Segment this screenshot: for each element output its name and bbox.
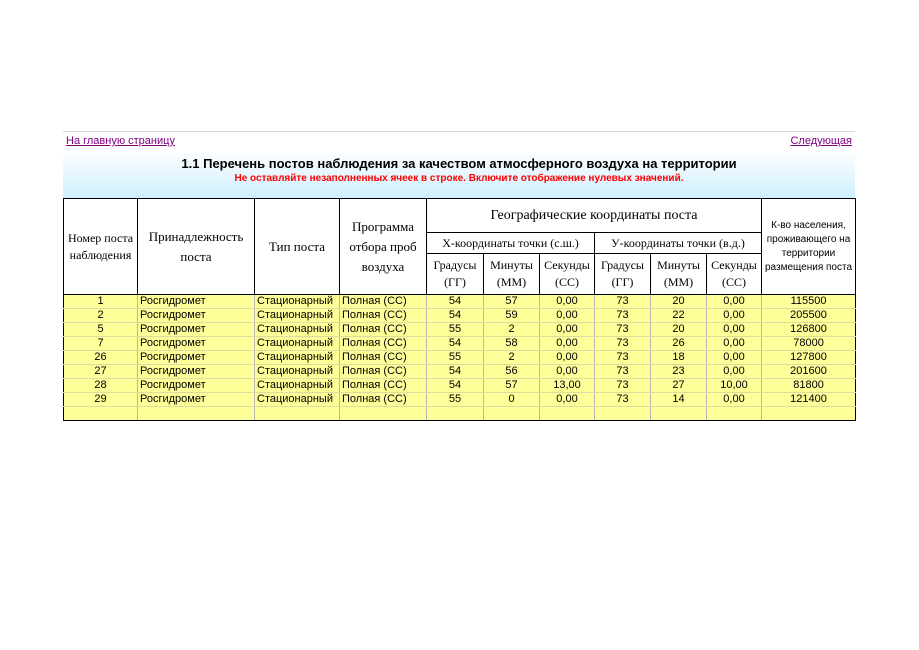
table-row <box>64 337 856 351</box>
affiliation-cell[interactable]: Росгидромет <box>138 309 255 323</box>
affiliation-cell[interactable]: Росгидромет <box>138 379 255 393</box>
table-row <box>64 351 856 365</box>
affiliation-cell[interactable]: Росгидромет <box>138 393 255 407</box>
next-page-link[interactable]: Следующая <box>790 135 852 147</box>
y-seconds-cell[interactable]: 0,00 <box>707 393 762 407</box>
affiliation-cell[interactable]: Росгидромет <box>138 351 255 365</box>
x-degrees-cell[interactable]: 54 <box>427 295 484 309</box>
y-seconds-cell[interactable]: 10,00 <box>707 379 762 393</box>
post-type-cell[interactable]: Стационарный <box>255 309 340 323</box>
table-row <box>64 323 856 337</box>
program-cell[interactable]: Полная (СС) <box>340 393 427 407</box>
post-number-cell[interactable]: 2 <box>64 309 138 323</box>
col-header-program: Программа отбора проб воздуха <box>340 199 427 295</box>
x-seconds-cell[interactable]: 0,00 <box>540 295 595 309</box>
table-body <box>64 295 856 421</box>
population-cell[interactable]: 127800 <box>762 351 856 365</box>
y-minutes-cell[interactable]: 20 <box>651 323 707 337</box>
y-degrees-cell[interactable]: 73 <box>595 351 651 365</box>
population-cell[interactable]: 81800 <box>762 379 856 393</box>
table-row <box>64 295 856 309</box>
x-seconds-cell[interactable]: 0,00 <box>540 365 595 379</box>
y-degrees-cell[interactable]: 73 <box>595 295 651 309</box>
affiliation-cell[interactable] <box>138 407 255 421</box>
y-minutes-cell[interactable]: 20 <box>651 295 707 309</box>
y-minutes-cell[interactable]: 23 <box>651 365 707 379</box>
x-minutes-cell[interactable]: 59 <box>484 309 540 323</box>
x-minutes-cell[interactable]: 56 <box>484 365 540 379</box>
x-seconds-cell[interactable] <box>540 407 595 421</box>
program-cell[interactable]: Полная (СС) <box>340 365 427 379</box>
col-header-affiliation: Принадлежность поста <box>138 199 255 295</box>
col-header-population: К-во населения, проживающего на территории размещения поста <box>762 199 856 295</box>
population-cell[interactable]: 115500 <box>762 295 856 309</box>
x-degrees-cell[interactable]: 55 <box>427 323 484 337</box>
post-number-cell[interactable]: 7 <box>64 337 138 351</box>
posts-table <box>63 198 856 421</box>
program-cell[interactable]: Полная (СС) <box>340 379 427 393</box>
post-type-cell[interactable]: Стационарный <box>255 393 340 407</box>
x-minutes-cell[interactable]: 2 <box>484 323 540 337</box>
x-degrees-cell[interactable]: 54 <box>427 309 484 323</box>
post-type-cell[interactable]: Стационарный <box>255 295 340 309</box>
x-degrees-cell[interactable] <box>427 407 484 421</box>
y-degrees-cell[interactable] <box>595 407 651 421</box>
program-cell[interactable]: Полная (СС) <box>340 337 427 351</box>
x-minutes-cell[interactable]: 57 <box>484 379 540 393</box>
y-seconds-cell[interactable] <box>707 407 762 421</box>
post-type-cell[interactable]: Стационарный <box>255 337 340 351</box>
x-degrees-cell[interactable]: 55 <box>427 393 484 407</box>
y-seconds-cell[interactable]: 0,00 <box>707 309 762 323</box>
population-cell[interactable]: 205500 <box>762 309 856 323</box>
col-header-post-number: Номер поста наблюдения <box>64 199 138 295</box>
y-minutes-cell[interactable]: 22 <box>651 309 707 323</box>
col-header-x-coords: X-координаты точки (с.ш.) <box>427 233 595 254</box>
x-seconds-cell[interactable]: 0,00 <box>540 393 595 407</box>
program-cell[interactable]: Полная (СС) <box>340 309 427 323</box>
title-block <box>63 150 855 198</box>
y-minutes-cell[interactable]: 26 <box>651 337 707 351</box>
post-type-cell[interactable] <box>255 407 340 421</box>
col-header-y-seconds: Секунды (СС) <box>707 254 762 295</box>
x-seconds-cell[interactable]: 0,00 <box>540 351 595 365</box>
col-header-y-coords: У-координаты точки (в.д.) <box>595 233 762 254</box>
affiliation-cell[interactable]: Росгидромет <box>138 295 255 309</box>
post-number-cell[interactable]: 26 <box>64 351 138 365</box>
table-row <box>64 393 856 407</box>
x-seconds-cell[interactable]: 0,00 <box>540 323 595 337</box>
post-number-cell[interactable]: 27 <box>64 365 138 379</box>
nav-bar <box>63 131 855 150</box>
post-type-cell[interactable]: Стационарный <box>255 379 340 393</box>
program-cell[interactable]: Полная (СС) <box>340 351 427 365</box>
col-header-x-seconds: Секунды (СС) <box>540 254 595 295</box>
y-minutes-cell[interactable]: 27 <box>651 379 707 393</box>
population-cell[interactable] <box>762 407 856 421</box>
x-minutes-cell[interactable]: 58 <box>484 337 540 351</box>
post-number-cell[interactable]: 5 <box>64 323 138 337</box>
population-cell[interactable]: 201600 <box>762 365 856 379</box>
x-seconds-cell[interactable]: 13,00 <box>540 379 595 393</box>
program-cell[interactable]: Полная (СС) <box>340 323 427 337</box>
y-degrees-cell[interactable]: 73 <box>595 379 651 393</box>
y-seconds-cell[interactable]: 0,00 <box>707 365 762 379</box>
col-header-geo-coords: Географические координаты поста <box>427 199 762 233</box>
col-header-x-minutes: Минуты (ММ) <box>484 254 540 295</box>
warning-text: Не оставляйте незаполненных ячеек в строке. Включите отображение нулевых значений. <box>234 173 684 184</box>
post-number-cell[interactable]: 1 <box>64 295 138 309</box>
x-seconds-cell[interactable]: 0,00 <box>540 309 595 323</box>
y-seconds-cell[interactable]: 0,00 <box>707 295 762 309</box>
post-type-cell[interactable]: Стационарный <box>255 323 340 337</box>
post-number-cell[interactable]: 28 <box>64 379 138 393</box>
population-cell[interactable]: 78000 <box>762 337 856 351</box>
col-header-y-minutes: Минуты (ММ) <box>651 254 707 295</box>
spreadsheet <box>63 131 855 421</box>
x-degrees-cell[interactable]: 54 <box>427 379 484 393</box>
x-minutes-cell[interactable]: 57 <box>484 295 540 309</box>
table-row <box>64 309 856 323</box>
x-degrees-cell[interactable]: 55 <box>427 351 484 365</box>
y-degrees-cell[interactable]: 73 <box>595 309 651 323</box>
program-cell[interactable] <box>340 407 427 421</box>
population-cell[interactable]: 126800 <box>762 323 856 337</box>
col-header-x-degrees: Градусы (ГГ) <box>427 254 484 295</box>
col-header-post-type: Тип поста <box>255 199 340 295</box>
post-type-cell[interactable]: Стационарный <box>255 365 340 379</box>
y-seconds-cell[interactable]: 0,00 <box>707 323 762 337</box>
y-minutes-cell[interactable] <box>651 407 707 421</box>
y-degrees-cell[interactable]: 73 <box>595 337 651 351</box>
post-number-cell[interactable]: 29 <box>64 393 138 407</box>
page-title: 1.1 Перечень постов наблюдения за качеством атмосферного воздуха на территории <box>181 156 737 171</box>
y-degrees-cell[interactable]: 73 <box>595 365 651 379</box>
x-minutes-cell[interactable]: 2 <box>484 351 540 365</box>
y-minutes-cell[interactable]: 18 <box>651 351 707 365</box>
x-seconds-cell[interactable]: 0,00 <box>540 337 595 351</box>
x-minutes-cell[interactable] <box>484 407 540 421</box>
population-cell[interactable]: 121400 <box>762 393 856 407</box>
program-cell[interactable]: Полная (СС) <box>340 295 427 309</box>
table-row <box>64 407 856 421</box>
y-degrees-cell[interactable]: 73 <box>595 323 651 337</box>
table-row <box>64 365 856 379</box>
post-type-cell[interactable]: Стационарный <box>255 351 340 365</box>
x-degrees-cell[interactable]: 54 <box>427 337 484 351</box>
col-header-y-degrees: Градусы (ГГ) <box>595 254 651 295</box>
affiliation-cell[interactable]: Росгидромет <box>138 337 255 351</box>
post-number-cell[interactable] <box>64 407 138 421</box>
home-link[interactable]: На главную страницу <box>66 135 175 147</box>
y-minutes-cell[interactable]: 14 <box>651 393 707 407</box>
x-degrees-cell[interactable]: 54 <box>427 365 484 379</box>
y-degrees-cell[interactable]: 73 <box>595 393 651 407</box>
x-minutes-cell[interactable]: 0 <box>484 393 540 407</box>
y-seconds-cell[interactable]: 0,00 <box>707 337 762 351</box>
affiliation-cell[interactable]: Росгидромет <box>138 365 255 379</box>
y-seconds-cell[interactable]: 0,00 <box>707 351 762 365</box>
table-row <box>64 379 856 393</box>
affiliation-cell[interactable]: Росгидромет <box>138 323 255 337</box>
